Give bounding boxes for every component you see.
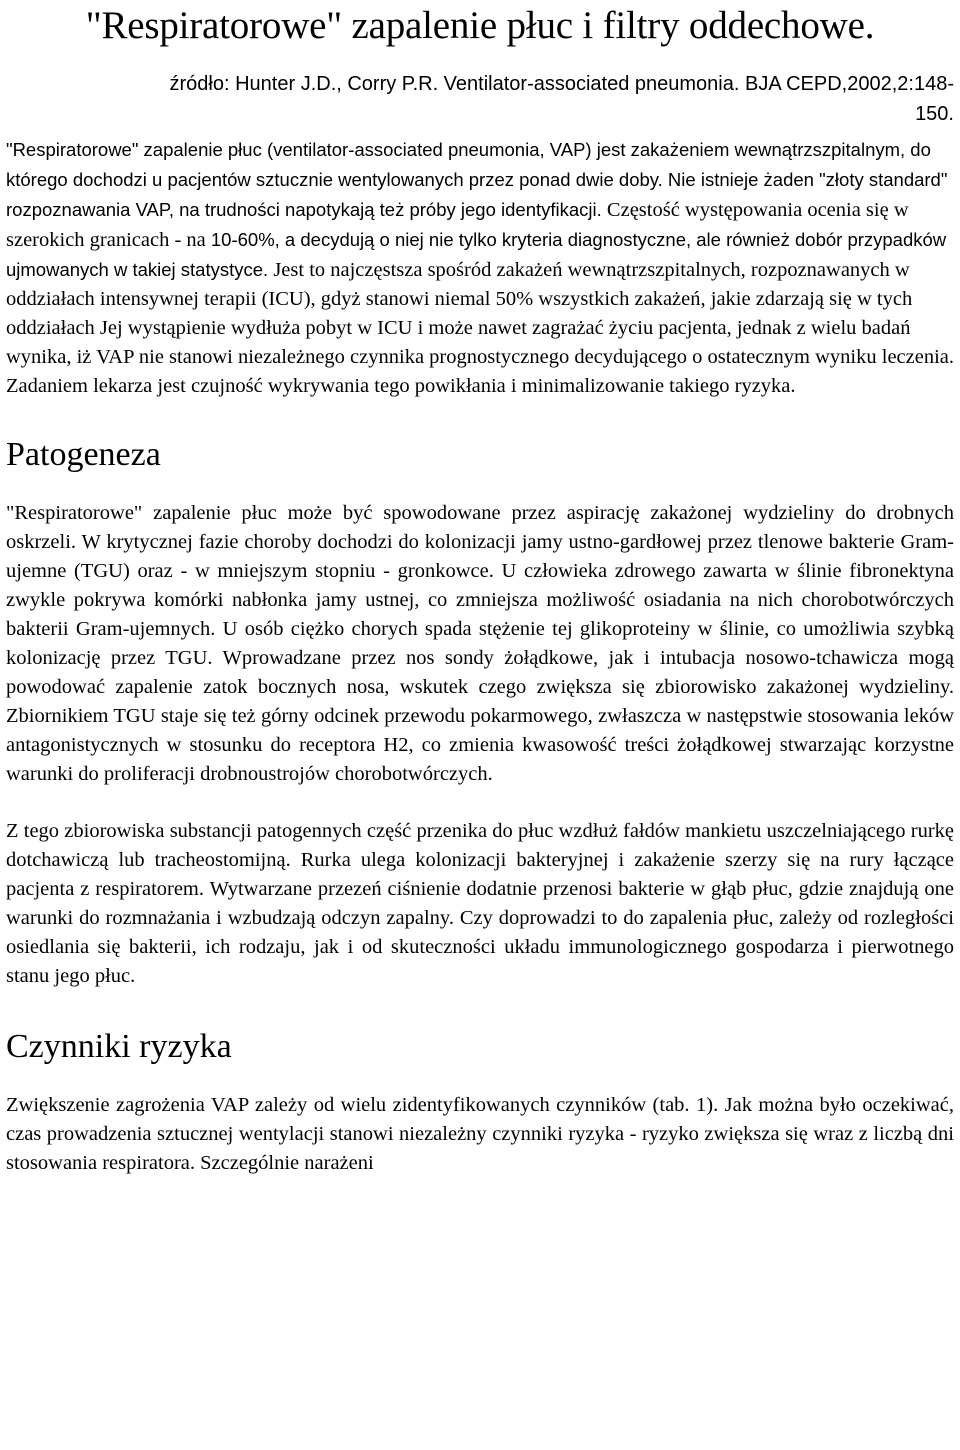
czynniki-ryzyka-paragraph-1: Zwiększenie zagrożenia VAP zależy od wielu zidentyfikowanych czynników (tab. 1). Jak można było oczekiwać, czas prowadzenia sztucznej wentylacji stanowi niezależny czynniki ryzyka - ryzyko zwiększa się wraz z liczbą dni stosowania respiratora. Szczególnie narażeni	[6, 1094, 954, 1174]
intro-text-part-4: 10-60%, a decydują o niej nie tylko kryteria diagnostyczne, ale również dobór przypadków ujmowanych w takiej statystyce.	[6, 229, 947, 280]
document-title: "Respiratorowe" zapalenie płuc i filtry oddechowe.	[85, 4, 875, 47]
intro-text-part-2: Nie istnieje żaden "złoty standard" rozpoznawania VAP, na trudności napotykają też próby jego identyfikacji.	[6, 169, 948, 220]
section-heading-czynniki-ryzyka: Czynniki ryzyka	[6, 1028, 232, 1065]
intro-text-part-1: "Respiratorowe" zapalenie płuc (ventilator-associated pneumonia, VAP) jest zakażeniem wewnątrzszpitalnym, do którego dochodzi u pacjentów sztucznie wentylowanych przez ponad dwie doby.	[6, 139, 931, 190]
source-citation: źródło: Hunter J.D., Corry P.R. Ventilator-associated pneumonia. BJA CEPD,2002,2:148-150.	[169, 73, 954, 125]
section-heading-patogeneza: Patogeneza	[6, 436, 161, 473]
document-page	[6, 0, 954, 1178]
intro-text-part-3: Częstość występowania ocenia się w szerokich granicach - na	[6, 199, 909, 251]
patogeneza-paragraph-1: "Respiratorowe" zapalenie płuc może być spowodowane przez aspirację zakażonej wydzieliny do drobnych oskrzeli. W krytycznej fazie choroby dochodzi do kolonizacji jamy ustno-gardłowej przez tlenowe bakterie Gram-ujemne (TGU) oraz - w mniejszym stopniu - gronkowce. U człowieka zdrowego zawarta w ślinie fibronektyna zwykle pokrywa komórki nabłonka jamy ustnej, co zmniejsza możliwość osiadania na nich chorobotwórczych bakterii Gram-ujemnych. U osób ciężko chorych spada stężenie tej glikoproteiny w ślinie, co umożliwia szybką kolonizację przez TGU. Wprowadzane przez nos sondy żołądkowe, jak i intubacja nosowo-tchawicza mogą powodować zapalenie zatok bocznych nosa, wskutek czego zwiększa się zbiorowisko zakażonej wydzieliny. Zbiornikiem TGU staje się też górny odcinek przewodu pokarmowego, zwłaszcza w następstwie stosowania leków antagonistycznych w stosunku do receptora H2, co zmienia kwasowość treści żołądkowej stwarzając korzystne warunki do proliferacji drobnoustrojów chorobotwórczych.	[6, 502, 954, 785]
intro-paragraph	[6, 135, 954, 401]
patogeneza-paragraph-2: Z tego zbiorowiska substancji patogennych część przenika do płuc wzdłuż fałdów mankietu uszczelniającego rurkę dotchawiczą lub tracheostomijną. Rurka ulega kolonizacji bakteryjnej i zakażenie szerzy się na rury łączące pacjenta z respiratorem. Wytwarzane przezeń ciśnienie dodatnie przenosi bakterie w głąb płuc, gdzie znajdują one warunki do rozmnażania i wzbudzają odczyn zapalny. Czy doprowadzi to do zapalenia płuc, zależy od rozległości osiedlania się bakterii, ich rodzaju, jak i od skuteczności układu immunologicznego gospodarza i pierwotnego stanu jego płuc.	[6, 820, 954, 987]
intro-text-part-5: Jest to najczęstsza spośród zakażeń wewnątrzszpitalnych, rozpoznawanych w oddziałach intensywnej terapii (ICU), gdyż stanowi niemal 50% wszystkich zakażeń, jakie zdarzają się w tych oddziałach Jej wystąpienie wydłuża pobyt w ICU i może nawet zagrażać życiu pacjenta, jednak z wielu badań wynika, iż VAP nie stanowi niezależnego czynnika prognostycznego decydującego o ostatecznym wyniku leczenia. Zadaniem lekarza jest czujność wykrywania tego powikłania i minimalizowanie takiego ryzyka.	[6, 259, 955, 397]
